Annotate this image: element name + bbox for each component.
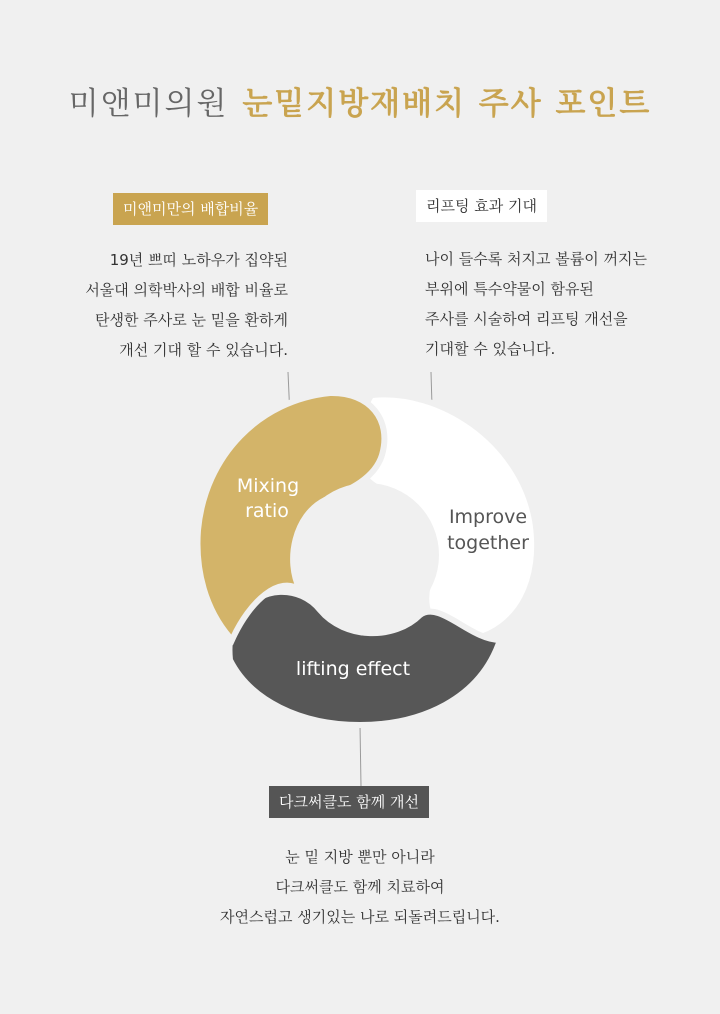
tag-dark-circle: 다크써클도 함께 개선 — [269, 786, 429, 818]
clinic-name: 미앤미의원 — [68, 86, 229, 122]
mixing-line: 19년 쁘띠 노하우가 집약된 — [109, 251, 288, 269]
label-improve-2: together — [447, 532, 529, 554]
label-lifting: lifting effect — [295, 658, 411, 680]
tag-lifting-effect: 리프팅 효과 기대 — [416, 190, 547, 222]
lifting-line: 주사를 시술하여 리프팅 개선을 — [425, 310, 628, 328]
label-mixing-2: ratio — [245, 500, 289, 522]
connector-darkcircle — [360, 725, 361, 786]
darkcircle-line: 눈 밑 지방 뿐만 아니라 — [285, 848, 435, 866]
mixing-line: 탄생한 주사로 눈 밑을 환하게 — [95, 311, 288, 329]
label-mixing-1: Mixing — [236, 475, 300, 497]
darkcircle-line: 다크써클도 함께 치료하여 — [275, 878, 445, 896]
title-point: 눈밑지방재배치 주사 포인트 — [242, 86, 652, 122]
lifting-line: 부위에 특수약물이 함유된 — [425, 280, 594, 298]
mixing-line: 서울대 의학박사의 배합 비율로 — [85, 281, 288, 299]
tag-mixing-ratio: 미앤미만의 배합비율 — [113, 193, 268, 225]
lifting-line: 기대할 수 있습니다. — [425, 340, 556, 358]
lifting-line: 나이 들수록 처지고 볼륨이 꺼지는 — [425, 250, 647, 268]
mixing-line: 개선 기대 할 수 있습니다. — [119, 341, 288, 359]
label-improve-1: Improve — [448, 506, 528, 528]
diagram-center — [295, 483, 439, 627]
darkcircle-line: 자연스럽고 생기있는 나로 되돌려드립니다. — [220, 908, 500, 926]
